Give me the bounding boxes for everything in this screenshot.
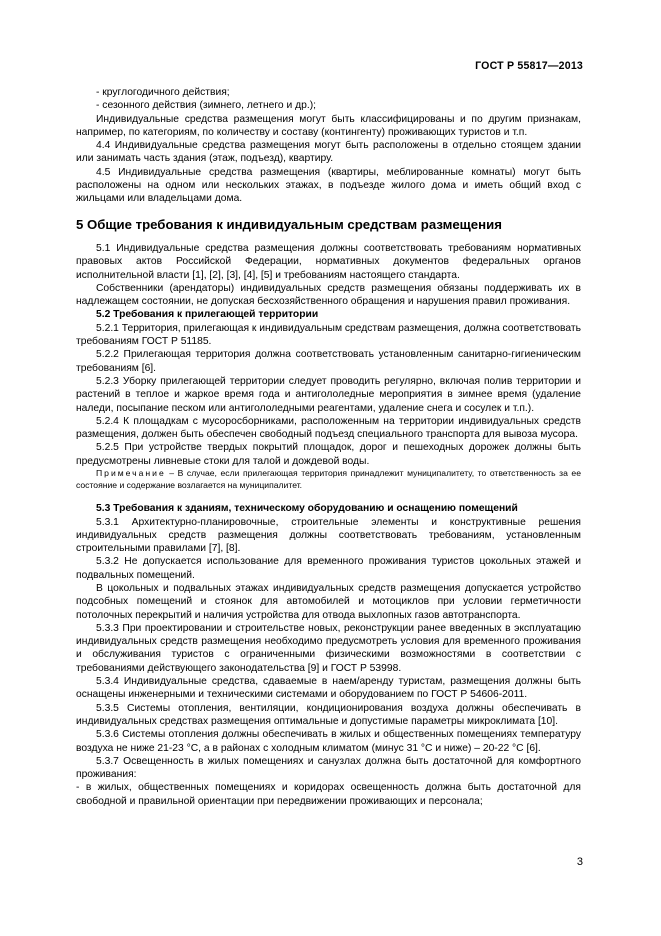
document-body — [76, 86, 581, 808]
paragraph: 5.1 Индивидуальные средства размещения должны соответствовать требованиям нормативных правовых актов Российской Федерации, нормативных документов федеральных органов исполнительной власти [1], [2], [3], [4], [5] и требованиям настоящего стандарта. — [76, 242, 581, 281]
subsection-heading-5-3: 5.3 Требования к зданиям, техническому оборудованию и оснащению помещений — [96, 503, 518, 515]
paragraph: - сезонного действия (зимнего, летнего и др.); — [96, 100, 317, 112]
paragraph: 5.2.3 Уборку прилегающей территории следует проводить регулярно, включая полив территории и растений в теплое и жаркое время года и антигололедные мероприятия в зимнее время (удаление наледи, посыпание песком или антигололедными реагентами, удаление снега и сосулек и т.п.). — [76, 375, 581, 414]
paragraph: 5.2.2 Прилегающая территория должна соответствовать установленным санитарно-гигиеническим требованиям [6]. — [76, 349, 581, 374]
paragraph: - в жилых, общественных помещениях и коридорах освещенность должна быть достаточной для свободной и правильной ориентации при передвижении проживающих и персонала; — [76, 782, 581, 807]
paragraph: Собственники (арендаторы) индивидуальных средств размещения обязаны поддерживать их в надлежащем состоянии, не допуская бесхозяйственного обращения и нарушения правил проживания. — [76, 282, 581, 308]
section-heading-5: 5 Общие требования к индивидуальным средствам размещения — [76, 216, 502, 232]
paragraph: 4.4 Индивидуальные средства размещения могут быть расположены в отдельно стоящем здании или занимать часть здания (этаж, подъезд), квартиру. — [76, 140, 581, 165]
paragraph: 5.3.2 Не допускается использование для временного проживания туристов цокольных этажей и подвальных помещений. — [76, 556, 581, 581]
note-text: – В случае, если прилегающая территория принадлежит муниципалитету, то ответственность за ее состояние и содержание возлагается на муниципалитет. — [76, 468, 581, 490]
paragraph: 5.3.4 Индивидуальные средства, сдаваемые в наем/аренду туристам, размещения должны быть оснащены инженерными и техническими системами и оборудованием по ГОСТ Р 54606-2011. — [76, 676, 581, 701]
paragraph: 5.2.4 К площадкам с мусоросборниками, расположенным на территории индивидуальных средств размещения, должен быть обеспечен свободный подъезд специального транспорта для вывоза мусора. — [76, 415, 581, 441]
paragraph: 5.3.7 Освещенность в жилых помещениях и санузлах должна быть достаточной для комфортного проживания: — [76, 755, 581, 781]
paragraph: 5.2.5 При устройстве твердых покрытий площадок, дорог и пешеходных дорожек должны быть предусмотрены ливневые стоки для талой и дождевой воды. — [76, 442, 581, 467]
paragraph: 5.3.3 При проектировании и строительстве новых, реконструкции ранее введенных в эксплуатацию индивидуальных средств размещения необходимо предусмотреть условия для временного проживания и обслуживания туристов с ограниченными физическими возможностями в соответствии с требованиями действующего законодательства [9] и ГОСТ Р 53998. — [76, 622, 581, 674]
paragraph: В цокольных и подвальных этажах индивидуальных средств размещения допускается устройство подсобных помещений и стоянок для автомобилей и мотоциклов при условии герметичности потолочных перекрытий и наличия устройства для отвода выхлопных газов автотранспорта. — [76, 582, 581, 621]
page-number: 3 — [576, 856, 583, 868]
note — [76, 468, 581, 491]
subsection-heading-5-2: 5.2 Требования к прилегающей территории — [96, 309, 319, 321]
paragraph: 5.2.1 Территория, прилегающая к индивидуальным средствам размещения, должна соответствовать требованиям ГОСТ Р 51185. — [76, 322, 581, 348]
paragraph: 5.3.5 Системы отопления, вентиляции, кондиционирования воздуха должны обеспечивать в индивидуальных средствах размещения оптимальные и допустимые параметры микроклимата [10]. — [76, 702, 581, 727]
paragraph: 4.5 Индивидуальные средства размещения (квартиры, меблированные комнаты) могут быть расположены на одном или нескольких этажах, в подъезде жилого дома и иметь общий вход с жильцами или владельцами дома. — [76, 166, 581, 205]
paragraph: - круглогодичного действия; — [96, 87, 230, 98]
paragraph: 5.3.6 Системы отопления должны обеспечивать в жилых и общественных помещениях температуру воздуха не ниже 21-23 °С, а в районах с холодным климатом (минус 31 °С и ниже) – 20-22 °С [6]. — [76, 729, 581, 754]
document-header-id: ГОСТ Р 55817—2013 — [475, 60, 583, 72]
paragraph: 5.3.1 Архитектурно-планировочные, строительные элементы и конструктивные решения индивидуальных средств размещения должны соответствовать требованиям, установленным строительными правилами [7], [8]. — [76, 516, 581, 555]
note-label: Примечание — [96, 468, 166, 479]
paragraph: Индивидуальные средства размещения могут быть классифицированы и по другим признакам, например, по категориям, по количеству и составу (контингенту) проживающих туристов и т.п. — [76, 113, 581, 138]
